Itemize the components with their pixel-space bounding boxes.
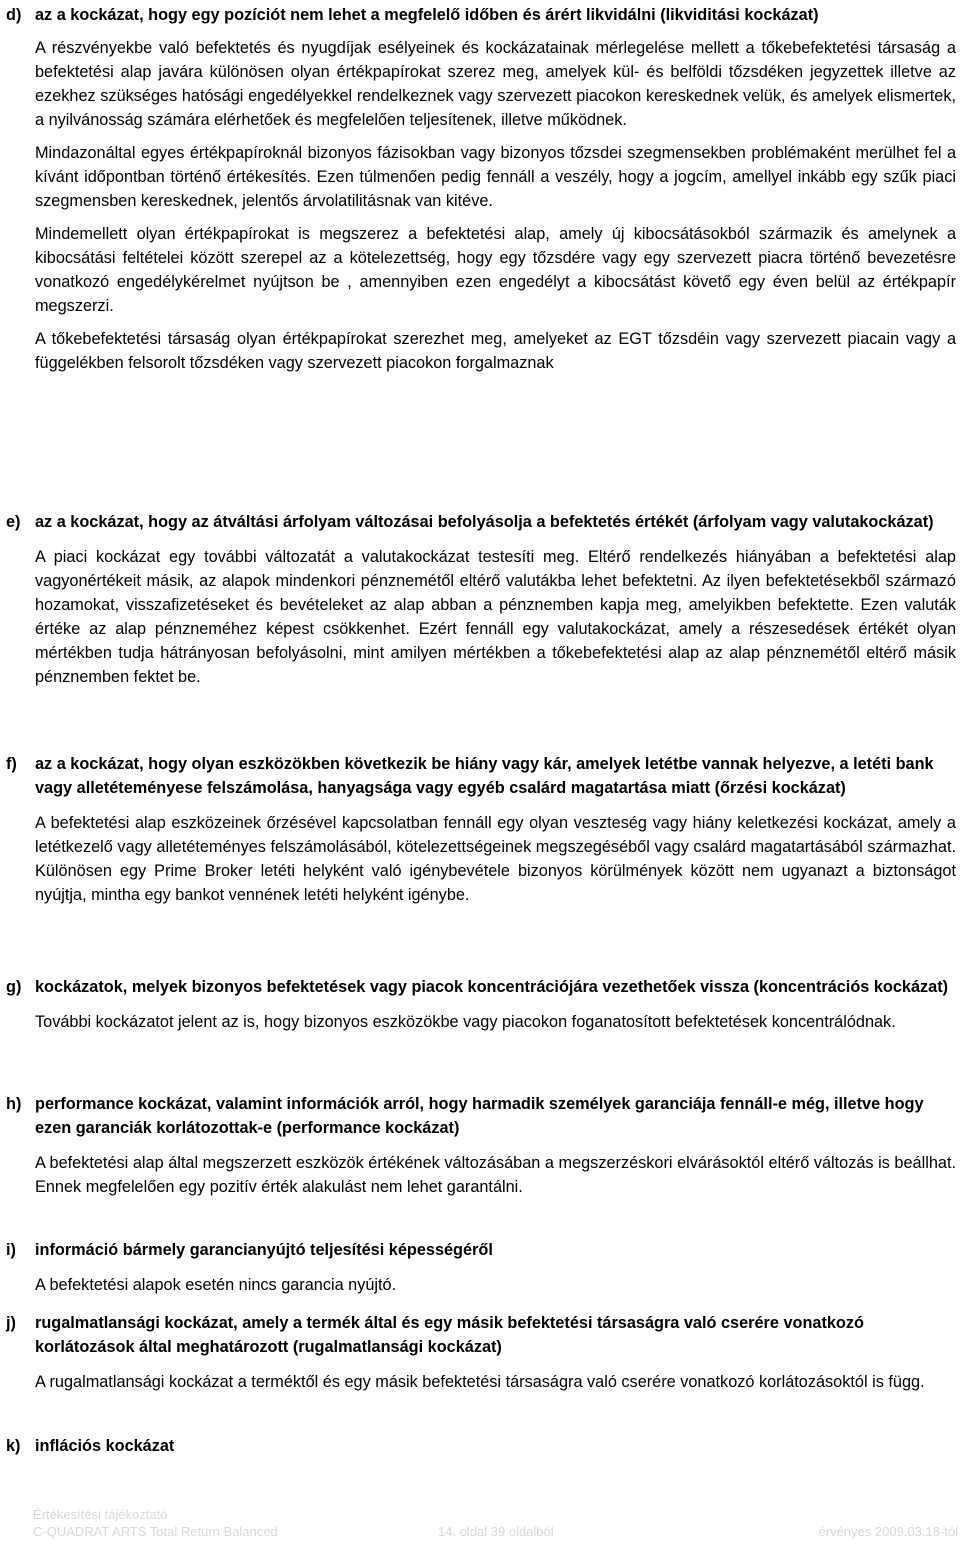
- paragraph: Mindazonáltal egyes értékpapíroknál bizonyos fázisokban vagy bizonyos tőzsdei szegmensekben problémaként merülhet fel a kívánt időpontban történő értékesítés. Ezen túlmenően pedig fennáll a veszély, hogy a jogcím, amellyel inkább egy szűk piaci szegmensben kereskednek, jelentős árvolatilitásnak van kitéve.: [35, 144, 956, 210]
- section-heading: [6, 510, 956, 534]
- section-j: [6, 1311, 956, 1394]
- section-g: [6, 975, 956, 1034]
- section-title: az a kockázat, hogy egy pozíciót nem lehet a megfelelő időben és árért likvidálni (likviditási kockázat): [35, 6, 819, 24]
- paragraph: A befektetési alap eszközeinek őrzésével kapcsolatban fennáll egy olyan veszteség vagy hiány keletkezési kockázat, amely a letétkezelő vagy alletéteményes felszámolásából, kötelezettségeinek megszegéséből vagy csalárd magatartásából származhat. Különösen egy Prime Broker letéti helyként való igénybevétele bizonyos körülmények között nem ugyanazt a biztonságot nyújtja, mintha egy bankot vennének letéti helyként igénybe.: [35, 814, 956, 904]
- section-title: információ bármely garancianyújtó teljesítési képességéről: [35, 1241, 493, 1259]
- footer-page-info: 14. oldal 39 oldalból: [438, 1524, 554, 1539]
- section-heading: [6, 1092, 956, 1140]
- section-h: [6, 1092, 956, 1199]
- paragraph: Mindemellett olyan értékpapírokat is megszerez a befektetési alap, amely új kibocsátásokból származik és amelynek a kibocsátási feltételei között szerepel az a kötelezettség, hogy egy tőzsdére vagy egy szervezett piacra történő bevezetésre vonatkozó engedélykérelmet nyújtson be , amennyiben ezen engedélyt a kibocsátást követő egy éven belül az értékpapír megszerzi.: [35, 225, 956, 315]
- paragraph: A befektetési alapok esetén nincs garancia nyújtó.: [35, 1276, 397, 1294]
- page-footer: [33, 1506, 958, 1540]
- section-label: j): [6, 1314, 16, 1332]
- section-heading: [6, 1311, 956, 1359]
- section-label: f): [6, 755, 17, 773]
- paragraph: A részvényekbe való befektetés és nyugdíjak esélyeinek és kockázatainak mérlegelése mellett a tőkebefektetési társaság a befektetési alap javára különösen olyan értékpapírokat szerez meg, amelyek kül- és belföldi tőzsdéken jegyzettek illetve az ezekhez szükséges hatósági engedélyekkel rendelkeznek vagy szervezett piacokon kereskednek velük, és amelyek elismertek, a nyilvánosság számára elérhetőek és megfelelően teljesítenek, illetve működnek.: [35, 39, 956, 129]
- section-k: [6, 1434, 956, 1458]
- section-title: performance kockázat, valamint információk arról, hogy harmadik személyek garanciája fennáll-e még, illetve hogy ezen garanciák korlátozottak-e (performance kockázat): [35, 1095, 924, 1137]
- section-label: e): [6, 513, 21, 531]
- footer-document-type: Értékesítési tájékoztató: [33, 1507, 168, 1522]
- section-heading: [6, 975, 956, 999]
- section-label: k): [6, 1437, 21, 1455]
- section-label: d): [6, 6, 22, 24]
- section-heading: [6, 1434, 956, 1458]
- section-title: az a kockázat, hogy olyan eszközökben következik be hiány vagy kár, amelyek letétbe vannak helyezve, a letéti bank vagy alletéteményese felszámolása, hanyagsága vagy egyéb csalárd magatartása miatt (őrzési kockázat): [35, 755, 934, 797]
- paragraph: A rugalmatlansági kockázat a terméktől és egy másik befektetési társaságra való cserére vonatkozó korlátozásoktól is függ.: [35, 1373, 925, 1391]
- footer-fund-name: C-QUADRAT ARTS Total Return Balanced: [33, 1524, 278, 1539]
- section-title: rugalmatlansági kockázat, amely a termék által és egy másik befektetési társaságra való cserére vonatkozó korlátozások által meghatározott (rugalmatlansági kockázat): [35, 1314, 864, 1356]
- section-title: az a kockázat, hogy az átváltási árfolyam változásai befolyásolja a befektetés értékét (árfolyam vagy valutakockázat): [35, 513, 934, 531]
- section-label: h): [6, 1095, 22, 1113]
- paragraph: A befektetési alap által megszerzett eszközök értékének változásában a megszerzéskori elvárásoktól eltérő változás is beállhat. Ennek megfelelően egy pozitív érték alakulást nem lehet garantálni.: [35, 1154, 956, 1196]
- section-title: inflációs kockázat: [35, 1437, 175, 1455]
- paragraph: A tőkebefektetési társaság olyan értékpapírokat szerezhet meg, amelyeket az EGT tőzsdéin vagy szervezett piacain vagy a függelékben felsorolt tőzsdéken vagy szervezett piacokon forgalmaznak: [35, 330, 956, 372]
- section-heading: [6, 3, 956, 27]
- section-i: [6, 1238, 956, 1297]
- section-f: [6, 752, 956, 907]
- section-label: i): [6, 1241, 16, 1259]
- footer-row-2: [33, 1523, 958, 1540]
- footer-row-1: [33, 1506, 958, 1523]
- section-e: [6, 510, 956, 689]
- section-label: g): [6, 978, 22, 996]
- section-heading: [6, 1238, 956, 1262]
- paragraph: További kockázatot jelent az is, hogy bizonyos eszközökbe vagy piacokon foganatosított befektetések koncentrálódnak.: [35, 1013, 896, 1031]
- footer-validity: érvényes 2009.03.18-tól: [818, 1524, 958, 1539]
- section-title: kockázatok, melyek bizonyos befektetések vagy piacok koncentrációjára vezethetőek vissza (koncentrációs kockázat): [35, 978, 949, 996]
- section-heading: [6, 752, 956, 800]
- paragraph: A piaci kockázat egy további változatát a valutakockázat testesíti meg. Eltérő rendelkezés hiányában a befektetési alap vagyonértékeit másik, az alapok mindenkori pénznemétől eltérő valutákba lehet befektetni. Az ilyen befektetésekből származó hozamokat, visszafizetéseket és bevételeket az alap abban a pénznemben kapja meg, amelyikben befektette. Ezen valuták értéke az alap pénzneméhez képest csökkenhet. Ezért fennáll egy valutakockázat, amely a részesedések értékét olyan mértékben tudja hátrányosan befolyásolni, mint amilyen mértékben a tőkebefektetési alap az alap pénznemétől eltérő másik pénznemben fektet be.: [35, 548, 956, 686]
- section-d: [6, 3, 956, 375]
